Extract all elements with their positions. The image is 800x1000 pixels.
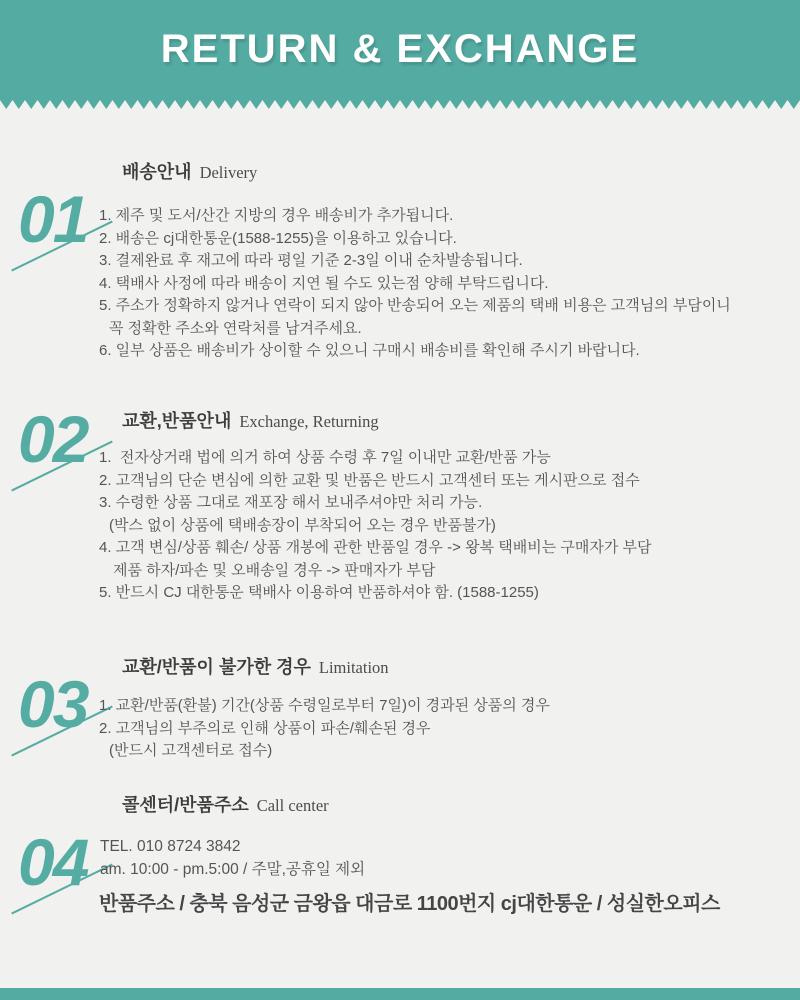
limitation-notes-list: [99, 695, 550, 763]
list-item: 4. 택배사 사정에 따라 배송이 지연 될 수도 있는점 양해 부탁드립니다.: [99, 274, 549, 292]
return-address: 반품주소 / 충북 음성군 금왕읍 대금로 1100번지 cj대한통운 / 성실한오피스: [99, 893, 720, 915]
section-title-exchange: [122, 407, 379, 433]
list-item-continuation: 제품 하자/파손 및 오배송일 경우 -> 판매자가 부담: [113, 561, 436, 579]
list-item: 2. 고객님의 단순 변심에 의한 교환 및 반품은 반드시 고객센터 또는 게시판으로 접수: [99, 471, 640, 489]
list-item-continuation: (반드시 고객센터로 접수): [109, 742, 273, 759]
section-title-english: Exchange, Returning: [239, 412, 379, 431]
list-item: 1. 전자상거래 법에 의거 하여 상품 수령 후 7일 이내만 교환/반품 가능: [99, 449, 551, 466]
phone-number: TEL. 010 8724 3842: [100, 838, 241, 855]
list-item: 1. 교환/반품(환불) 기간(상품 수령일로부터 7일)이 경과된 상품의 경우: [99, 697, 550, 714]
list-item: 4. 고객 변심/상품 훼손/ 상품 개봉에 관한 반품일 경우 -> 왕복 택배비는 구매자가 부담: [99, 539, 652, 556]
delivery-notes-list: [99, 205, 731, 363]
page-title: RETURN & EXCHANGE: [160, 27, 640, 71]
section-title-delivery: [122, 158, 257, 184]
list-item: 5. 주소가 정확하지 않거나 연락이 되지 않아 반송되어 오는 제품의 택배 비용은 고객님의 부담이니: [99, 297, 731, 314]
section-title-english: Limitation: [318, 658, 389, 677]
list-item: 2. 고객님의 부주의로 인해 상품이 파손/훼손된 경우: [99, 719, 431, 737]
section-title-korean: 콜센터/반품주소: [122, 795, 249, 815]
section-exchange-return: [0, 402, 800, 647]
footer-bar: [0, 988, 800, 1000]
section-title-english: Call center: [256, 796, 329, 815]
section-delivery: [0, 158, 800, 398]
section-number-text: 02: [18, 402, 88, 476]
section-number-text: 03: [18, 667, 88, 741]
zigzag-edge: [0, 100, 800, 110]
exchange-notes-list: [99, 447, 651, 605]
section-title-english: Delivery: [199, 163, 258, 182]
section-title-limitation: [122, 653, 389, 679]
section-title-korean: 배송안내: [122, 162, 192, 182]
business-hours: am. 10:00 - pm.5:00 / 주말,공휴일 제외: [100, 860, 366, 878]
page-header: [0, 0, 800, 100]
list-item: 1. 제주 및 도서/산간 지방의 경우 배송비가 추가됩니다.: [99, 207, 454, 224]
section-number-text: 04: [18, 825, 88, 899]
list-item: 2. 배송은 cj대한통운(1588-1255)을 이용하고 있습니다.: [99, 229, 457, 247]
list-item-continuation: 꼭 정확한 주소와 연락처를 남겨주세요.: [109, 319, 362, 337]
section-title-korean: 교환/반품이 불가한 경우: [122, 657, 311, 677]
list-item: 5. 반드시 CJ 대한통운 택배사 이용하여 반품하셔야 함. (1588-1255): [99, 584, 539, 601]
section-title-call-center: [122, 791, 329, 817]
list-item: 3. 결제완료 후 재고에 따라 평일 기준 2-3일 이내 순차발송됩니다.: [99, 252, 523, 269]
section-number-text: 01: [18, 182, 88, 256]
section-call-center: [0, 791, 800, 1000]
section-title-korean: 교환,반품안내: [122, 411, 232, 431]
list-item-continuation: (박스 없이 상품에 택배송장이 부착되어 오는 경우 반품불가): [109, 516, 496, 534]
list-item: 6. 일부 상품은 배송비가 상이할 수 있으니 구매시 배송비를 확인해 주시기 바랍니다.: [99, 342, 640, 359]
contact-info: [100, 836, 365, 881]
list-item: 3. 수령한 상품 그대로 재포장 해서 보내주셔야만 처리 가능.: [99, 494, 483, 511]
